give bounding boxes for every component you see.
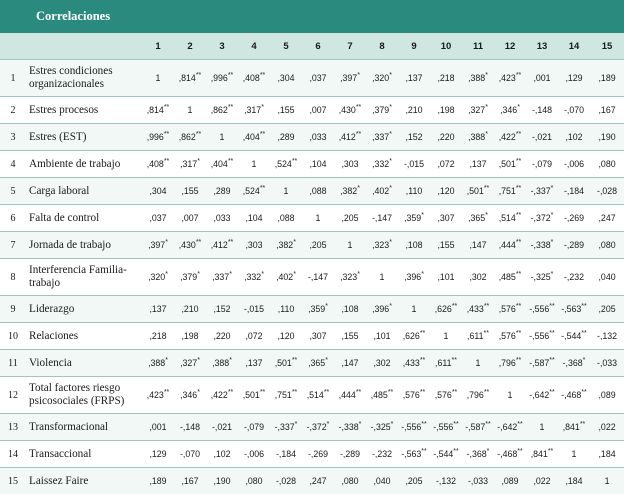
- correlation-cell: ,423**: [494, 60, 526, 97]
- correlation-cell: ,796**: [494, 350, 526, 377]
- correlation-cell: ,147: [462, 232, 494, 259]
- correlation-cell: -,556**: [526, 323, 558, 350]
- correlation-cell: -,269: [558, 205, 590, 232]
- correlation-cell: 1: [270, 178, 302, 205]
- correlation-cell: -,021: [206, 414, 238, 441]
- correlation-cell: ,814**: [174, 60, 206, 97]
- correlation-cell: ,108: [398, 232, 430, 259]
- correlation-cell: -,587**: [462, 414, 494, 441]
- correlation-cell: ,040: [590, 259, 624, 296]
- correlation-cell: ,444**: [494, 232, 526, 259]
- correlation-cell: ,422**: [206, 377, 238, 414]
- row-number: 7: [0, 232, 26, 259]
- correlation-cell: -,368*: [462, 441, 494, 468]
- correlation-cell: ,101: [430, 259, 462, 296]
- correlation-cell: ,382*: [334, 178, 366, 205]
- table-row: [0, 441, 624, 468]
- correlation-cell: ,323*: [366, 232, 398, 259]
- correlation-cell: ,751**: [494, 178, 526, 205]
- correlation-cell: -,132: [430, 468, 462, 494]
- correlation-cell: -,544**: [558, 323, 590, 350]
- correlation-cell: 1: [398, 296, 430, 323]
- correlation-cell: ,210: [174, 296, 206, 323]
- correlation-cell: ,337*: [366, 124, 398, 151]
- correlation-cell: ,205: [398, 468, 430, 494]
- correlation-cell: ,501**: [270, 350, 302, 377]
- correlation-cell: ,218: [430, 60, 462, 97]
- row-number: 4: [0, 151, 26, 178]
- correlation-cell: -,033: [462, 468, 494, 494]
- correlation-cell: -,325*: [366, 414, 398, 441]
- correlation-cell: ,147: [334, 350, 366, 377]
- column-header: 11: [462, 33, 494, 60]
- correlation-cell: ,611**: [462, 323, 494, 350]
- column-header: 8: [366, 33, 398, 60]
- correlation-cell: ,412**: [206, 232, 238, 259]
- correlation-cell: 1: [494, 377, 526, 414]
- correlation-cell: ,205: [590, 296, 624, 323]
- correlation-cell: -,028: [270, 468, 302, 494]
- correlation-cell: ,089: [494, 468, 526, 494]
- correlation-cell: ,524**: [238, 178, 270, 205]
- table-row: [0, 97, 624, 124]
- row-label: Estres (EST): [26, 124, 142, 151]
- row-number: 12: [0, 377, 26, 414]
- correlation-cell: -,184: [270, 441, 302, 468]
- column-header: 12: [494, 33, 526, 60]
- correlation-cell: ,626**: [430, 296, 462, 323]
- correlation-cell: 1: [206, 124, 238, 151]
- correlation-cell: ,303: [334, 151, 366, 178]
- title-row: [0, 0, 624, 33]
- correlation-cell: 1: [590, 468, 624, 494]
- column-header: 13: [526, 33, 558, 60]
- correlation-cell: ,611**: [430, 350, 462, 377]
- correlation-cell: ,337*: [206, 259, 238, 296]
- correlation-cell: ,108: [334, 296, 366, 323]
- correlation-cell: ,396*: [398, 259, 430, 296]
- correlation-cell: ,184: [590, 441, 624, 468]
- correlation-cell: -,325*: [526, 259, 558, 296]
- correlation-cell: ,247: [302, 468, 334, 494]
- correlation-cell: ,155: [334, 323, 366, 350]
- correlation-cell: ,379*: [366, 97, 398, 124]
- correlation-cell: ,388*: [206, 350, 238, 377]
- correlation-cell: ,220: [206, 323, 238, 350]
- correlation-cell: 1: [430, 323, 462, 350]
- correlation-cell: -,132: [590, 323, 624, 350]
- correlation-cell: ,501**: [462, 178, 494, 205]
- column-header: 2: [174, 33, 206, 60]
- correlation-cell: ,307: [430, 205, 462, 232]
- correlation-cell: ,422**: [494, 124, 526, 151]
- correlation-cell: ,080: [590, 232, 624, 259]
- correlation-cell: -,232: [558, 259, 590, 296]
- correlation-cell: ,072: [430, 151, 462, 178]
- table-row: [0, 414, 624, 441]
- correlation-cell: ,037: [142, 205, 174, 232]
- correlation-cell: ,576**: [430, 377, 462, 414]
- row-label: Interferencia Familia-trabajo: [26, 259, 142, 296]
- correlation-cell: ,404**: [238, 124, 270, 151]
- table-row: [0, 468, 624, 494]
- correlation-cell: ,129: [142, 441, 174, 468]
- row-number: 14: [0, 441, 26, 468]
- correlation-cell: -,269: [302, 441, 334, 468]
- table-row: [0, 296, 624, 323]
- correlation-cell: ,862**: [206, 97, 238, 124]
- correlation-cell: 1: [366, 259, 398, 296]
- correlation-cell: ,080: [238, 468, 270, 494]
- correlation-cell: ,501**: [494, 151, 526, 178]
- correlation-cell: -,232: [366, 441, 398, 468]
- row-label: Violencia: [26, 350, 142, 377]
- correlation-cell: ,007: [302, 97, 334, 124]
- row-label: Relaciones: [26, 323, 142, 350]
- correlation-cell: ,190: [206, 468, 238, 494]
- correlation-cell: ,137: [398, 60, 430, 97]
- correlation-cell: ,137: [142, 296, 174, 323]
- correlation-cell: -,338*: [334, 414, 366, 441]
- column-header: 9: [398, 33, 430, 60]
- correlation-cell: ,001: [526, 60, 558, 97]
- correlation-cell: -,337*: [526, 178, 558, 205]
- correlation-cell: ,433**: [398, 350, 430, 377]
- correlation-cell: ,397*: [142, 232, 174, 259]
- row-number: 1: [0, 60, 26, 97]
- correlation-cell: -,289: [558, 232, 590, 259]
- correlation-cell: ,576**: [494, 323, 526, 350]
- correlation-cell: ,430**: [174, 232, 206, 259]
- correlation-cell: ,379*: [174, 259, 206, 296]
- correlation-cell: ,396*: [366, 296, 398, 323]
- column-header-row: [0, 33, 624, 60]
- correlation-cell: ,110: [398, 178, 430, 205]
- table-row: [0, 60, 624, 97]
- correlation-cell: ,088: [302, 178, 334, 205]
- correlation-cell: ,302: [462, 259, 494, 296]
- correlation-cell: ,137: [462, 151, 494, 178]
- correlation-cell: 1: [526, 414, 558, 441]
- correlation-cell: -,033: [590, 350, 624, 377]
- correlation-cell: ,205: [302, 232, 334, 259]
- correlation-cell: -,070: [558, 97, 590, 124]
- correlation-cell: -,556**: [430, 414, 462, 441]
- correlation-cell: ,088: [270, 205, 302, 232]
- row-label: Carga laboral: [26, 178, 142, 205]
- row-number: 6: [0, 205, 26, 232]
- table-row: [0, 151, 624, 178]
- correlation-cell: -,079: [526, 151, 558, 178]
- correlation-cell: ,220: [430, 124, 462, 151]
- column-header: 5: [270, 33, 302, 60]
- correlation-cell: ,137: [238, 350, 270, 377]
- correlation-cell: ,110: [270, 296, 302, 323]
- table-row: [0, 232, 624, 259]
- correlation-cell: ,626**: [398, 323, 430, 350]
- correlation-cell: ,080: [590, 151, 624, 178]
- correlation-cell: -,642**: [494, 414, 526, 441]
- correlation-cell: ,365*: [302, 350, 334, 377]
- correlation-cell: -,070: [174, 441, 206, 468]
- column-header: 1: [142, 33, 174, 60]
- correlation-cell: ,346*: [494, 97, 526, 124]
- row-label: Estres condiciones organizacionales: [26, 60, 142, 97]
- correlation-cell: -,148: [526, 97, 558, 124]
- correlation-cell: ,102: [206, 441, 238, 468]
- row-number: 8: [0, 259, 26, 296]
- correlation-cell: ,485**: [494, 259, 526, 296]
- row-number: 10: [0, 323, 26, 350]
- correlation-cell: ,080: [334, 468, 366, 494]
- correlation-cell: 1: [174, 97, 206, 124]
- correlation-cell: ,101: [366, 323, 398, 350]
- correlation-cell: ,814**: [142, 97, 174, 124]
- correlation-cell: -,587**: [526, 350, 558, 377]
- correlation-cell: ,072: [238, 323, 270, 350]
- correlation-cell: ,304: [142, 178, 174, 205]
- correlation-cell: ,388*: [462, 124, 494, 151]
- correlation-cell: -,337*: [270, 414, 302, 441]
- correlation-cell: -,556**: [526, 296, 558, 323]
- correlation-cell: -,468**: [558, 377, 590, 414]
- row-number: 15: [0, 468, 26, 494]
- correlation-cell: ,423**: [142, 377, 174, 414]
- row-label: Transaccional: [26, 441, 142, 468]
- correlation-cell: ,404**: [206, 151, 238, 178]
- correlation-cell: ,433**: [462, 296, 494, 323]
- table-row: [0, 377, 624, 414]
- row-label: Estres procesos: [26, 97, 142, 124]
- correlation-cell: ,365*: [462, 205, 494, 232]
- correlation-cell: -,289: [334, 441, 366, 468]
- correlation-cell: ,210: [398, 97, 430, 124]
- correlation-cell: ,323*: [334, 259, 366, 296]
- correlation-cell: -,006: [558, 151, 590, 178]
- correlation-cell: ,152: [398, 124, 430, 151]
- correlation-cell: ,189: [590, 60, 624, 97]
- table-row: [0, 323, 624, 350]
- correlation-cell: ,388*: [462, 60, 494, 97]
- correlation-cell: ,485**: [366, 377, 398, 414]
- table-title: Correlaciones: [0, 9, 110, 23]
- row-label: Jornada de trabajo: [26, 232, 142, 259]
- correlation-cell: ,247: [590, 205, 624, 232]
- correlation-cell: ,430**: [334, 97, 366, 124]
- table-row: [0, 205, 624, 232]
- column-header: 6: [302, 33, 334, 60]
- correlation-cell: ,089: [590, 377, 624, 414]
- correlation-cell: ,307: [302, 323, 334, 350]
- correlation-cell: ,001: [142, 414, 174, 441]
- correlation-cell: ,408**: [238, 60, 270, 97]
- correlation-cell: ,022: [526, 468, 558, 494]
- correlation-cell: -,147: [302, 259, 334, 296]
- column-header: 15: [590, 33, 624, 60]
- correlation-cell: ,402*: [366, 178, 398, 205]
- row-label: Total factores riesgo psicosociales (FRPS): [26, 377, 142, 414]
- correlation-cell: ,104: [238, 205, 270, 232]
- correlation-cell: ,152: [206, 296, 238, 323]
- correlation-cell: 1: [558, 441, 590, 468]
- correlation-cell: ,514**: [302, 377, 334, 414]
- row-number: 11: [0, 350, 26, 377]
- row-label: Transformacional: [26, 414, 142, 441]
- correlation-cell: ,205: [334, 205, 366, 232]
- correlation-cell: 1: [334, 232, 366, 259]
- correlation-cell: ,184: [558, 468, 590, 494]
- correlation-cell: ,996**: [206, 60, 238, 97]
- row-number: 3: [0, 124, 26, 151]
- correlation-cell: ,327*: [462, 97, 494, 124]
- correlation-cell: -,338*: [526, 232, 558, 259]
- correlation-cell: -,015: [398, 151, 430, 178]
- correlation-cell: -,372*: [302, 414, 334, 441]
- correlation-cell: ,359*: [302, 296, 334, 323]
- correlation-cell: ,189: [142, 468, 174, 494]
- correlation-cell: ,408**: [142, 151, 174, 178]
- correlation-cell: -,468**: [494, 441, 526, 468]
- correlation-cell: ,576**: [398, 377, 430, 414]
- correlation-cell: ,033: [206, 205, 238, 232]
- correlation-cell: ,388*: [142, 350, 174, 377]
- row-label: Liderazgo: [26, 296, 142, 323]
- correlation-cell: ,289: [206, 178, 238, 205]
- column-header: 7: [334, 33, 366, 60]
- correlation-cell: -,184: [558, 178, 590, 205]
- row-label: Laissez Faire: [26, 468, 142, 494]
- correlation-cell: ,155: [174, 178, 206, 205]
- correlation-cell: ,796**: [462, 377, 494, 414]
- correlation-cell: ,198: [174, 323, 206, 350]
- header-spacer: [0, 33, 26, 60]
- correlation-cell: -,642**: [526, 377, 558, 414]
- correlation-cell: ,397*: [334, 60, 366, 97]
- column-header: 3: [206, 33, 238, 60]
- correlation-cell: -,372*: [526, 205, 558, 232]
- correlation-cell: -,563**: [558, 296, 590, 323]
- row-label: Falta de control: [26, 205, 142, 232]
- correlation-cell: -,368*: [558, 350, 590, 377]
- correlation-cell: ,862**: [174, 124, 206, 151]
- column-header: 10: [430, 33, 462, 60]
- correlation-cell: ,037: [302, 60, 334, 97]
- correlation-cell: ,289: [270, 124, 302, 151]
- correlation-cell: ,120: [430, 178, 462, 205]
- correlation-cell: ,841**: [526, 441, 558, 468]
- correlation-cell: ,303: [238, 232, 270, 259]
- correlation-cell: 1: [462, 350, 494, 377]
- correlation-cell: ,514**: [494, 205, 526, 232]
- correlation-cell: ,198: [430, 97, 462, 124]
- correlation-cell: -,028: [590, 178, 624, 205]
- correlation-cell: 1: [142, 60, 174, 97]
- correlation-cell: ,412**: [334, 124, 366, 151]
- correlation-cell: ,317*: [174, 151, 206, 178]
- correlation-cell: ,302: [366, 350, 398, 377]
- correlation-cell: ,444**: [334, 377, 366, 414]
- correlation-cell: -,147: [366, 205, 398, 232]
- correlation-cell: ,317*: [238, 97, 270, 124]
- correlation-cell: ,022: [590, 414, 624, 441]
- correlation-cell: ,320*: [366, 60, 398, 97]
- row-label: Ambiente de trabajo: [26, 151, 142, 178]
- correlation-cell: -,006: [238, 441, 270, 468]
- column-header: 14: [558, 33, 590, 60]
- correlation-cell: ,129: [558, 60, 590, 97]
- table-row: [0, 350, 624, 377]
- correlation-cell: -,544**: [430, 441, 462, 468]
- correlation-cell: ,190: [590, 124, 624, 151]
- row-number: 13: [0, 414, 26, 441]
- header-spacer: [26, 33, 142, 60]
- correlation-cell: -,021: [526, 124, 558, 151]
- correlation-cell: ,751**: [270, 377, 302, 414]
- correlation-cell: -,556**: [398, 414, 430, 441]
- correlation-cell: ,007: [174, 205, 206, 232]
- correlation-cell: ,382*: [270, 232, 302, 259]
- column-header: 4: [238, 33, 270, 60]
- correlation-cell: ,320*: [142, 259, 174, 296]
- correlation-cell: 1: [302, 205, 334, 232]
- row-number: 5: [0, 178, 26, 205]
- correlation-cell: ,304: [270, 60, 302, 97]
- correlation-cell: ,524**: [270, 151, 302, 178]
- correlation-cell: ,402*: [270, 259, 302, 296]
- correlation-cell: -,148: [174, 414, 206, 441]
- table-row: [0, 124, 624, 151]
- correlation-cell: ,155: [270, 97, 302, 124]
- correlation-cell: ,576**: [494, 296, 526, 323]
- correlation-cell: ,102: [558, 124, 590, 151]
- correlation-cell: -,015: [238, 296, 270, 323]
- correlation-cell: ,167: [590, 97, 624, 124]
- correlation-cell: ,332*: [238, 259, 270, 296]
- correlation-cell: ,359*: [398, 205, 430, 232]
- correlation-cell: ,040: [366, 468, 398, 494]
- correlation-cell: ,104: [302, 151, 334, 178]
- correlation-cell: -,079: [238, 414, 270, 441]
- correlation-cell: ,501**: [238, 377, 270, 414]
- correlation-cell: ,033: [302, 124, 334, 151]
- row-number: 9: [0, 296, 26, 323]
- correlation-cell: ,218: [142, 323, 174, 350]
- row-number: 2: [0, 97, 26, 124]
- correlation-cell: 1: [238, 151, 270, 178]
- correlation-cell: ,120: [270, 323, 302, 350]
- correlation-cell: -,563**: [398, 441, 430, 468]
- correlation-cell: ,167: [174, 468, 206, 494]
- correlation-cell: ,996**: [142, 124, 174, 151]
- correlation-cell: ,346*: [174, 377, 206, 414]
- table-row: [0, 178, 624, 205]
- correlation-cell: ,327*: [174, 350, 206, 377]
- table-row: [0, 259, 624, 296]
- correlation-cell: ,841**: [558, 414, 590, 441]
- correlation-cell: ,332*: [366, 151, 398, 178]
- correlation-cell: ,155: [430, 232, 462, 259]
